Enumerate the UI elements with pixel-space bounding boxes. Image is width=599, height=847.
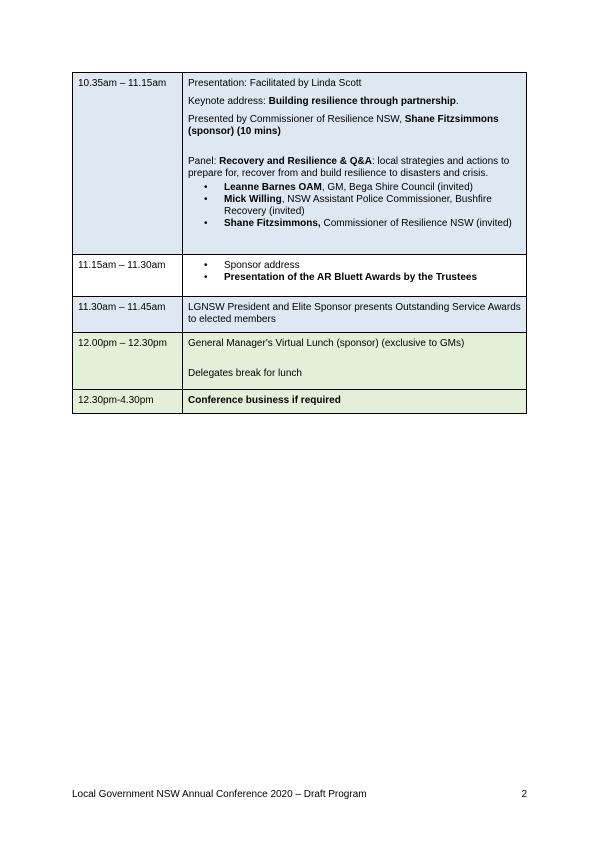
conference-business-text: Conference business if required: [188, 395, 341, 406]
panelist-list: [188, 182, 521, 230]
time-cell: 12.00pm – 12.30pm: [73, 333, 183, 390]
page-number: 2: [521, 789, 527, 800]
facilitator-line: Presentation: Facilitated by Linda Scott: [188, 78, 362, 89]
page-footer: [72, 789, 527, 801]
session-cell: [183, 333, 527, 390]
lunch-break-text: Delegates break for lunch: [188, 368, 302, 379]
keynote-line: Keynote address: Building resilience through partnership.: [188, 96, 459, 107]
keynote-title: Building resilience through partnership: [268, 96, 456, 107]
gm-lunch-text: General Manager's Virtual Lunch (sponsor) (exclusive to GMs): [188, 338, 465, 349]
panel-line: Panel: Recovery and Resilience & Q&A: local strategies and actions to prepare for, recover from and build resilience to disasters and crisis.: [188, 156, 510, 179]
table-row: [73, 255, 527, 297]
table-row: [73, 390, 527, 414]
session-cell: [183, 255, 527, 297]
table-row: [73, 297, 527, 333]
time-cell: 11.15am – 11.30am: [73, 255, 183, 297]
list-item: • Mick Willing, NSW Assistant Police Commissioner, Bushfire Recovery (invited): [224, 194, 521, 218]
presenter-line: Presented by Commissioner of Resilience NSW, Shane Fitzsimmons (sponsor) (10 mins): [188, 114, 499, 137]
session-cell: [183, 390, 527, 414]
session-list: [188, 260, 521, 284]
program-table: [72, 72, 527, 414]
session-cell: [183, 73, 527, 255]
table-row: [73, 333, 527, 390]
time-cell: 12.30pm-4.30pm: [73, 390, 183, 414]
presenter-name: Shane Fitzsimmons (sponsor) (10 mins): [188, 114, 499, 137]
time-cell: 10.35am – 11.15am: [73, 73, 183, 255]
list-item: • Shane Fitzsimmons, Commissioner of Resilience NSW (invited): [224, 218, 521, 230]
panel-title: Recovery and Resilience & Q&A: [219, 156, 372, 167]
awards-text: LGNSW President and Elite Sponsor presents Outstanding Service Awards to elected members: [188, 302, 521, 325]
footer-title: Local Government NSW Annual Conference 2020 – Draft Program: [72, 789, 367, 800]
session-cell: [183, 297, 527, 333]
list-item: • Presentation of the AR Bluett Awards by the Trustees: [224, 272, 521, 284]
time-cell: 11.30am – 11.45am: [73, 297, 183, 333]
list-item: • Sponsor address: [224, 260, 521, 272]
table-row: [73, 73, 527, 255]
list-item: • Leanne Barnes OAM, GM, Bega Shire Council (invited): [224, 182, 521, 194]
